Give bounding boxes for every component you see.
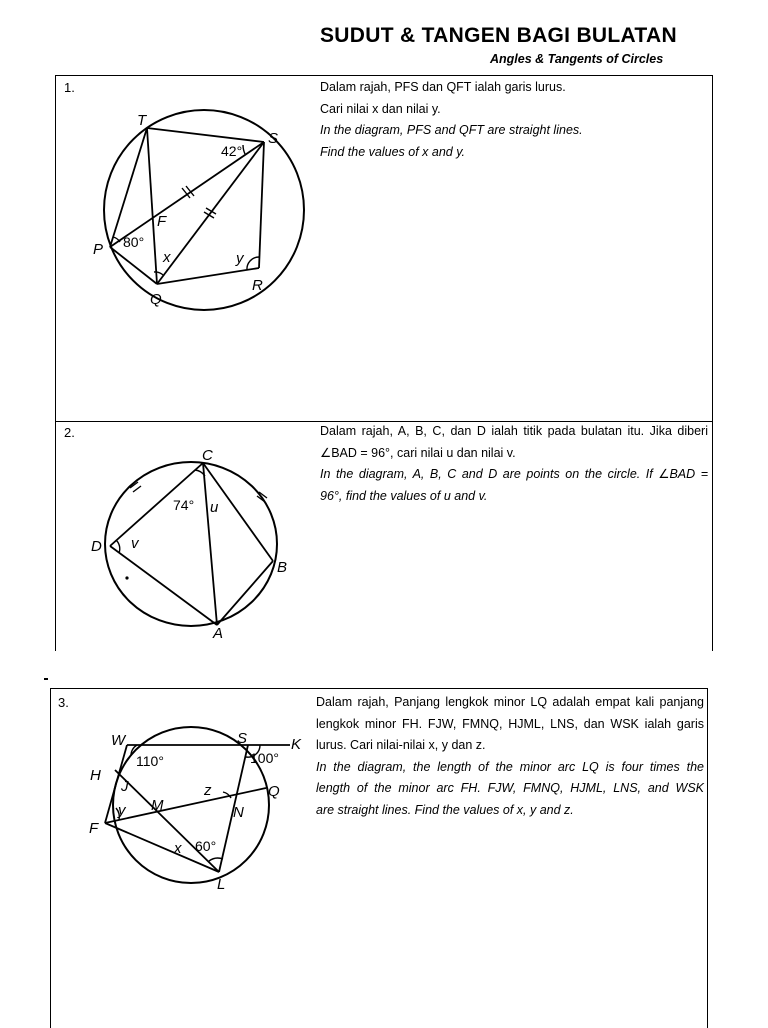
- q2-label-v: v: [131, 535, 139, 552]
- q2-malay-line-1: Dalam rajah, A, B, C, dan D ialah titik pada bulatan itu. Jika diberi: [320, 424, 708, 438]
- q3-label-x: x: [174, 840, 182, 857]
- q2-english-line-2: 96°, find the values of u and v.: [320, 488, 488, 503]
- q3-label-W: W: [111, 732, 126, 749]
- q3-label-L: L: [217, 876, 226, 893]
- q1-english-line-1: In the diagram, PFS and QFT are straight lines.: [320, 123, 583, 137]
- q2-label-C: C: [202, 447, 213, 464]
- q2-label-A: A: [213, 625, 224, 642]
- q1-label-F: F: [157, 213, 167, 230]
- q1-label-y: y: [236, 250, 244, 267]
- q1-malay-line-2: Cari nilai x dan nilai y.: [320, 101, 441, 116]
- q1-label-T: T: [137, 112, 147, 129]
- q3-english-line-3: are straight lines. Find the values of x, y and z.: [316, 802, 574, 817]
- question-2-number: 2.: [64, 425, 75, 440]
- q2-tick-marks: [130, 482, 267, 502]
- q3-label-z: z: [204, 782, 212, 799]
- q1-label-Q: Q: [150, 291, 162, 308]
- q1-angle-80: 80°: [123, 234, 145, 250]
- q2-dot: [125, 576, 128, 579]
- q1-label-R: R: [252, 277, 263, 294]
- q3-label-H: H: [90, 767, 101, 784]
- q2-english-line-1: In the diagram, A, B, C and D are points on the circle. If ∠BAD =: [320, 467, 708, 481]
- q1-malay-line-1: Dalam rajah, PFS dan QFT ialah garis lurus.: [320, 80, 566, 94]
- question-1-text: [320, 77, 710, 163]
- q3-english-line-1: In the diagram, the length of the minor arc LQ is four times the: [316, 759, 704, 774]
- q3-malay-line-1: Dalam rajah, Panjang lengkok minor LQ adalah empat kali panjang: [316, 695, 704, 709]
- q3-label-S: S: [237, 730, 248, 747]
- question-3-number: 3.: [58, 695, 69, 710]
- q2-malay-line-2: ∠BAD = 96°, cari nilai u dan nilai v.: [320, 445, 516, 460]
- q3-english-line-2: length of the minor arc FH. FJW, FMNQ, HJML, LNS, and WSK: [316, 781, 704, 795]
- question-2-diagram: [85, 440, 305, 650]
- question-1-diagram: [85, 100, 315, 320]
- question-3-diagram: [85, 725, 305, 895]
- q3-angle-110: 110°: [136, 753, 164, 769]
- question-1-number: 1.: [64, 80, 75, 95]
- q3-label-J: J: [121, 778, 129, 795]
- q3-label-y: y: [118, 802, 126, 819]
- page-break-mark: [44, 678, 48, 680]
- q1-english-line-2: Find the values of x and y.: [320, 144, 465, 159]
- q1-label-x: x: [163, 249, 171, 266]
- q3-malay-line-3: lurus. Cari nilai-nilai x, y dan z.: [316, 738, 486, 752]
- q3-angle-100: 100°: [250, 750, 279, 766]
- q1-label-S: S: [268, 130, 279, 147]
- q2-label-D: D: [91, 538, 102, 555]
- q2-angle-74: 74°: [173, 497, 195, 513]
- question-3-text: [316, 692, 704, 821]
- q3-label-K: K: [291, 736, 302, 753]
- q3-label-M: M: [151, 797, 164, 814]
- page-subtitle: Angles & Tangents of Circles: [490, 52, 664, 66]
- q1-label-P: P: [93, 241, 104, 258]
- q1-angle-42: 42°: [221, 143, 243, 159]
- q3-malay-line-2: lengkok minor FH. FJW, FMNQ, HJML, LNS, dan WSK ialah garis: [316, 716, 704, 731]
- q3-label-Q: Q: [268, 783, 280, 800]
- q3-angle-60: 60°: [195, 838, 217, 854]
- q3-label-N: N: [233, 804, 244, 821]
- q3-label-F: F: [89, 820, 99, 837]
- page-title: SUDUT & TANGEN BAGI BULATAN: [320, 24, 677, 47]
- q2-label-u: u: [210, 499, 219, 516]
- question-2-text: [320, 421, 708, 507]
- q2-label-B: B: [277, 559, 288, 576]
